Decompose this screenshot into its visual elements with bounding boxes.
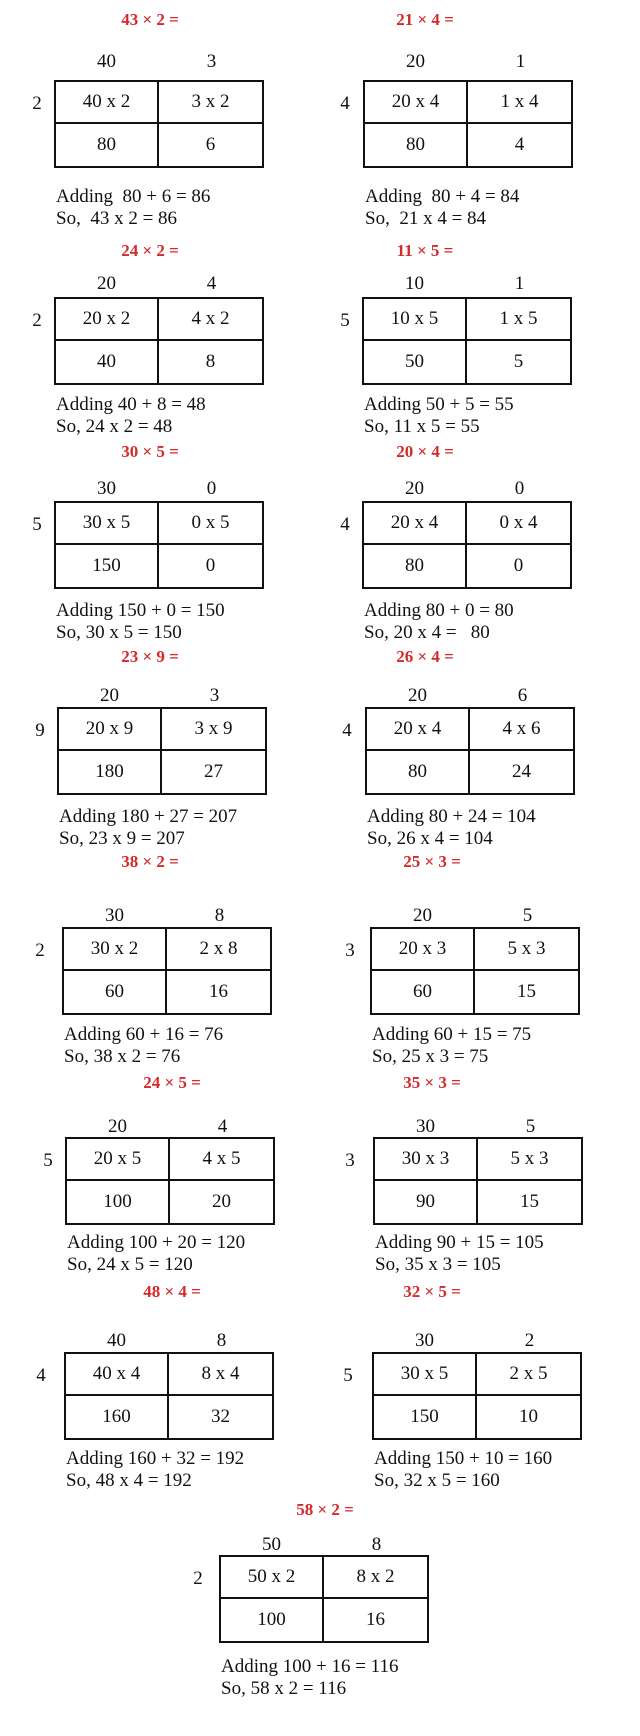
result-line: So, 20 x 4 = 80 <box>364 622 490 643</box>
ones-label: 8 <box>216 1330 227 1351</box>
multiplier-label: 2 <box>32 93 42 114</box>
tens-label: 20 <box>413 905 432 926</box>
tens-label: 30 <box>105 905 124 926</box>
tens-label: 20 <box>108 1116 127 1137</box>
area-model-grid <box>57 707 267 795</box>
tens-label: 30 <box>416 1116 435 1137</box>
tens-label: 30 <box>415 1330 434 1351</box>
problem-title: 26 × 4 = <box>396 647 454 666</box>
area-model-grid <box>54 501 264 589</box>
adding-line: Adding 80 + 4 = 84 <box>365 186 520 207</box>
result-line: So, 48 x 4 = 192 <box>66 1470 192 1491</box>
problem-title: 20 × 4 = <box>396 442 454 461</box>
partial-product-cell: 4 <box>514 134 525 155</box>
ones-label: 2 <box>524 1330 535 1351</box>
result-line: So, 35 x 3 = 105 <box>375 1254 501 1275</box>
partial-product-cell: 16 <box>366 1609 385 1630</box>
tens-label: 40 <box>107 1330 126 1351</box>
area-model-grid <box>362 501 572 589</box>
multiplier-label: 5 <box>343 1365 353 1386</box>
partial-expression-cell: 20 x 4 <box>367 709 470 751</box>
partial-expression-cell: 1 x 5 <box>467 299 570 341</box>
multiplier-label: 4 <box>340 93 350 114</box>
result-line: So, 58 x 2 = 116 <box>221 1678 347 1699</box>
adding-line: Adding 100 + 16 = 116 <box>221 1656 399 1677</box>
ones-label: 1 <box>515 51 526 72</box>
problem-title: 32 × 5 = <box>403 1282 461 1301</box>
partial-product-cell: 80 <box>364 545 467 587</box>
ones-label: 8 <box>214 905 225 926</box>
partial-expression-cell: 20 x 4 <box>365 82 468 124</box>
partial-expression-cell: 5 x 3 <box>475 929 578 971</box>
partial-product-cell: 15 <box>517 981 536 1002</box>
partial-product-cell: 15 <box>520 1191 539 1212</box>
adding-line: Adding 80 + 0 = 80 <box>364 600 514 621</box>
problem-title: 23 × 9 = <box>121 647 179 666</box>
ones-label: 1 <box>514 273 525 294</box>
adding-line: Adding 60 + 16 = 76 <box>64 1024 224 1045</box>
multiplier-label: 2 <box>193 1568 203 1589</box>
area-model-grid <box>219 1555 429 1643</box>
multiplier-label: 4 <box>340 514 350 535</box>
partial-expression-cell: 40 x 4 <box>66 1354 169 1396</box>
result-line: So, 26 x 4 = 104 <box>367 828 493 849</box>
partial-expression-cell: 3 x 9 <box>162 709 265 751</box>
area-model-grid <box>373 1137 583 1225</box>
partial-expression-cell: 8 x 4 <box>169 1354 272 1396</box>
partial-product-cell: 24 <box>512 761 531 782</box>
tens-label: 20 <box>405 478 424 499</box>
result-line: So, 30 x 5 = 150 <box>56 622 182 643</box>
ones-label: 0 <box>514 478 525 499</box>
partial-expression-cell: 30 x 2 <box>64 929 167 971</box>
multiplier-label: 4 <box>36 1365 46 1386</box>
result-line: So, 43 x 2 = 86 <box>56 208 178 229</box>
adding-line: Adding 60 + 15 = 75 <box>372 1024 532 1045</box>
problem-title: 24 × 5 = <box>143 1073 201 1092</box>
partial-expression-cell: 3 x 2 <box>159 82 262 124</box>
partial-product-cell: 8 <box>205 351 216 372</box>
multiplier-label: 5 <box>43 1150 53 1171</box>
ones-label: 3 <box>206 51 217 72</box>
tens-label: 20 <box>406 51 425 72</box>
partial-product-cell: 40 <box>56 341 159 383</box>
tens-label: 30 <box>97 478 116 499</box>
partial-expression-cell: 0 x 5 <box>159 503 262 545</box>
ones-label: 8 <box>371 1534 382 1555</box>
partial-expression-cell: 5 x 3 <box>478 1139 581 1181</box>
problem-title: 11 × 5 = <box>396 241 454 260</box>
partial-expression-cell: 4 x 6 <box>470 709 573 751</box>
multiplier-label: 5 <box>340 310 350 331</box>
partial-product-cell: 60 <box>372 971 475 1013</box>
area-model-grid <box>54 80 264 168</box>
tens-label: 40 <box>97 51 116 72</box>
partial-expression-cell: 4 x 2 <box>159 299 262 341</box>
result-line: So, 24 x 5 = 120 <box>67 1254 193 1275</box>
partial-expression-cell: 2 x 5 <box>477 1354 580 1396</box>
result-line: So, 25 x 3 = 75 <box>372 1046 489 1067</box>
tens-label: 50 <box>262 1534 281 1555</box>
tens-label: 20 <box>100 685 119 706</box>
problem-title: 21 × 4 = <box>396 10 454 29</box>
result-line: So, 23 x 9 = 207 <box>59 828 185 849</box>
partial-product-cell: 100 <box>67 1181 170 1223</box>
partial-product-cell: 80 <box>367 751 470 793</box>
multiplier-label: 2 <box>35 940 45 961</box>
ones-label: 0 <box>206 478 217 499</box>
multiplier-label: 5 <box>32 514 42 535</box>
area-model-grid <box>65 1137 275 1225</box>
area-model-grid <box>362 297 572 385</box>
partial-product-cell: 180 <box>59 751 162 793</box>
problem-title: 24 × 2 = <box>121 241 179 260</box>
multiplier-label: 3 <box>345 940 355 961</box>
partial-product-cell: 5 <box>513 351 524 372</box>
adding-line: Adding 100 + 20 = 120 <box>67 1232 246 1253</box>
multiplier-label: 3 <box>345 1150 355 1171</box>
partial-expression-cell: 1 x 4 <box>468 82 571 124</box>
partial-product-cell: 27 <box>204 761 223 782</box>
partial-expression-cell: 2 x 8 <box>167 929 270 971</box>
partial-expression-cell: 40 x 2 <box>56 82 159 124</box>
area-model-grid <box>370 927 580 1015</box>
partial-expression-cell: 30 x 5 <box>374 1354 477 1396</box>
area-model-grid <box>64 1352 274 1440</box>
partial-expression-cell: 0 x 4 <box>467 503 570 545</box>
partial-product-cell: 100 <box>221 1599 324 1641</box>
partial-product-cell: 6 <box>205 134 216 155</box>
partial-product-cell: 150 <box>374 1396 477 1438</box>
adding-line: Adding 80 + 24 = 104 <box>367 806 536 827</box>
area-model-grid <box>365 707 575 795</box>
ones-label: 3 <box>209 685 220 706</box>
tens-label: 10 <box>405 273 424 294</box>
adding-line: Adding 160 + 32 = 192 <box>66 1448 245 1469</box>
problem-title: 38 × 2 = <box>121 852 179 871</box>
partial-expression-cell: 20 x 2 <box>56 299 159 341</box>
partial-product-cell: 80 <box>56 124 159 166</box>
adding-line: Adding 40 + 8 = 48 <box>56 394 206 415</box>
result-line: So, 21 x 4 = 84 <box>365 208 487 229</box>
problem-title: 30 × 5 = <box>121 442 179 461</box>
adding-line: Adding 50 + 5 = 55 <box>364 394 514 415</box>
partial-expression-cell: 30 x 3 <box>375 1139 478 1181</box>
partial-product-cell: 16 <box>209 981 228 1002</box>
partial-product-cell: 160 <box>66 1396 169 1438</box>
area-model-grid <box>62 927 272 1015</box>
partial-expression-cell: 20 x 5 <box>67 1139 170 1181</box>
ones-label: 6 <box>517 685 528 706</box>
adding-line: Adding 90 + 15 = 105 <box>375 1232 544 1253</box>
partial-product-cell: 150 <box>56 545 159 587</box>
partial-product-cell: 20 <box>212 1191 231 1212</box>
multiplier-label: 4 <box>342 720 352 741</box>
partial-expression-cell: 4 x 5 <box>170 1139 273 1181</box>
partial-product-cell: 0 <box>513 555 524 576</box>
area-model-grid <box>372 1352 582 1440</box>
partial-product-cell: 50 <box>364 341 467 383</box>
partial-expression-cell: 20 x 4 <box>364 503 467 545</box>
partial-expression-cell: 8 x 2 <box>324 1557 427 1599</box>
partial-product-cell: 10 <box>519 1406 538 1427</box>
partial-expression-cell: 20 x 9 <box>59 709 162 751</box>
tens-label: 20 <box>408 685 427 706</box>
problem-title: 35 × 3 = <box>403 1073 461 1092</box>
ones-label: 4 <box>206 273 217 294</box>
partial-product-cell: 32 <box>211 1406 230 1427</box>
partial-expression-cell: 20 x 3 <box>372 929 475 971</box>
multiplier-label: 9 <box>35 720 45 741</box>
problem-title: 58 × 2 = <box>296 1500 354 1519</box>
adding-line: Adding 80 + 6 = 86 <box>56 186 211 207</box>
ones-label: 4 <box>217 1116 228 1137</box>
result-line: So, 11 x 5 = 55 <box>364 416 480 437</box>
adding-line: Adding 150 + 10 = 160 <box>374 1448 553 1469</box>
partial-product-cell: 80 <box>365 124 468 166</box>
result-line: So, 32 x 5 = 160 <box>374 1470 500 1491</box>
ones-label: 5 <box>522 905 533 926</box>
partial-product-cell: 0 <box>205 555 216 576</box>
ones-label: 5 <box>525 1116 536 1137</box>
problem-title: 48 × 4 = <box>143 1282 201 1301</box>
partial-product-cell: 60 <box>64 971 167 1013</box>
problem-title: 25 × 3 = <box>403 852 461 871</box>
problem-title: 43 × 2 = <box>121 10 179 29</box>
partial-product-cell: 90 <box>375 1181 478 1223</box>
adding-line: Adding 180 + 27 = 207 <box>59 806 238 827</box>
tens-label: 20 <box>97 273 116 294</box>
partial-expression-cell: 50 x 2 <box>221 1557 324 1599</box>
multiplier-label: 2 <box>32 310 42 331</box>
area-model-grid <box>54 297 264 385</box>
partial-expression-cell: 10 x 5 <box>364 299 467 341</box>
result-line: So, 24 x 2 = 48 <box>56 416 173 437</box>
partial-expression-cell: 30 x 5 <box>56 503 159 545</box>
area-model-grid <box>363 80 573 168</box>
adding-line: Adding 150 + 0 = 150 <box>56 600 225 621</box>
result-line: So, 38 x 2 = 76 <box>64 1046 181 1067</box>
